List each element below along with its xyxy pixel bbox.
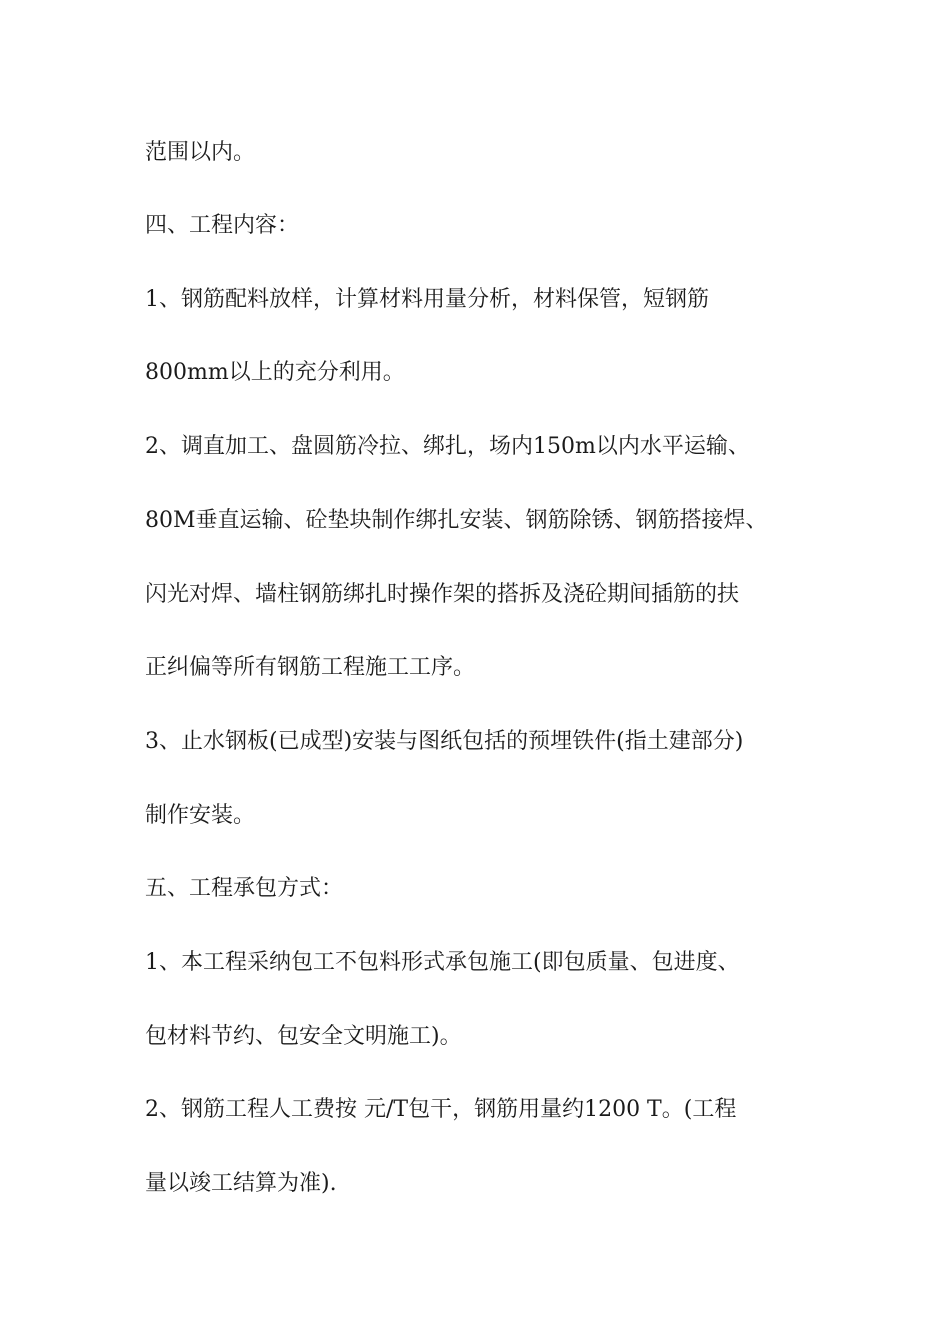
heading-project-content: 四、工程内容： [145,213,300,238]
text-line-item-2-cont-1: 80M垂直运输、砼垫块制作绑扎安装、钢筋除锈、钢筋搭接焊、 [145,508,768,533]
text-line-contract-item-1: 1、本工程采纳包工不包料形式承包施工(即包质量、包进度、 [145,950,740,975]
text-line-item-2: 2、调直加工、盘圆筋冷拉、绑扎，场内150m以内水平运输、 [145,434,750,459]
text-line-item-2-cont-3: 正纠偏等所有钢筋工程施工工序。 [145,655,476,680]
text-line-contract-item-2: 2、钢筋工程人工费按 元/T包干，钢筋用量约1200 T。(工程 [145,1097,737,1122]
text-line-item-1: 1、钢筋配料放样，计算材料用量分析，材料保管，短钢筋 [145,287,709,312]
text-line-item-3-cont: 制作安装。 [145,803,256,828]
text-line-scope-end: 范围以内。 [145,140,256,165]
text-line-item-3: 3、止水钢板(已成型)安装与图纸包括的预埋铁件(指土建部分) [145,729,744,754]
heading-contract-method: 五、工程承包方式： [145,876,344,901]
text-line-item-2-cont-2: 闪光对焊、墙柱钢筋绑扎时操作架的搭拆及浇砼期间插筋的扶 [145,582,740,607]
text-line-item-1-cont: 800mm以上的充分利用。 [145,360,405,385]
text-line-contract-item-1-cont: 包材料节约、包安全文明施工)。 [145,1024,462,1049]
text-line-contract-item-2-cont: 量以竣工结算为准). [145,1171,337,1196]
